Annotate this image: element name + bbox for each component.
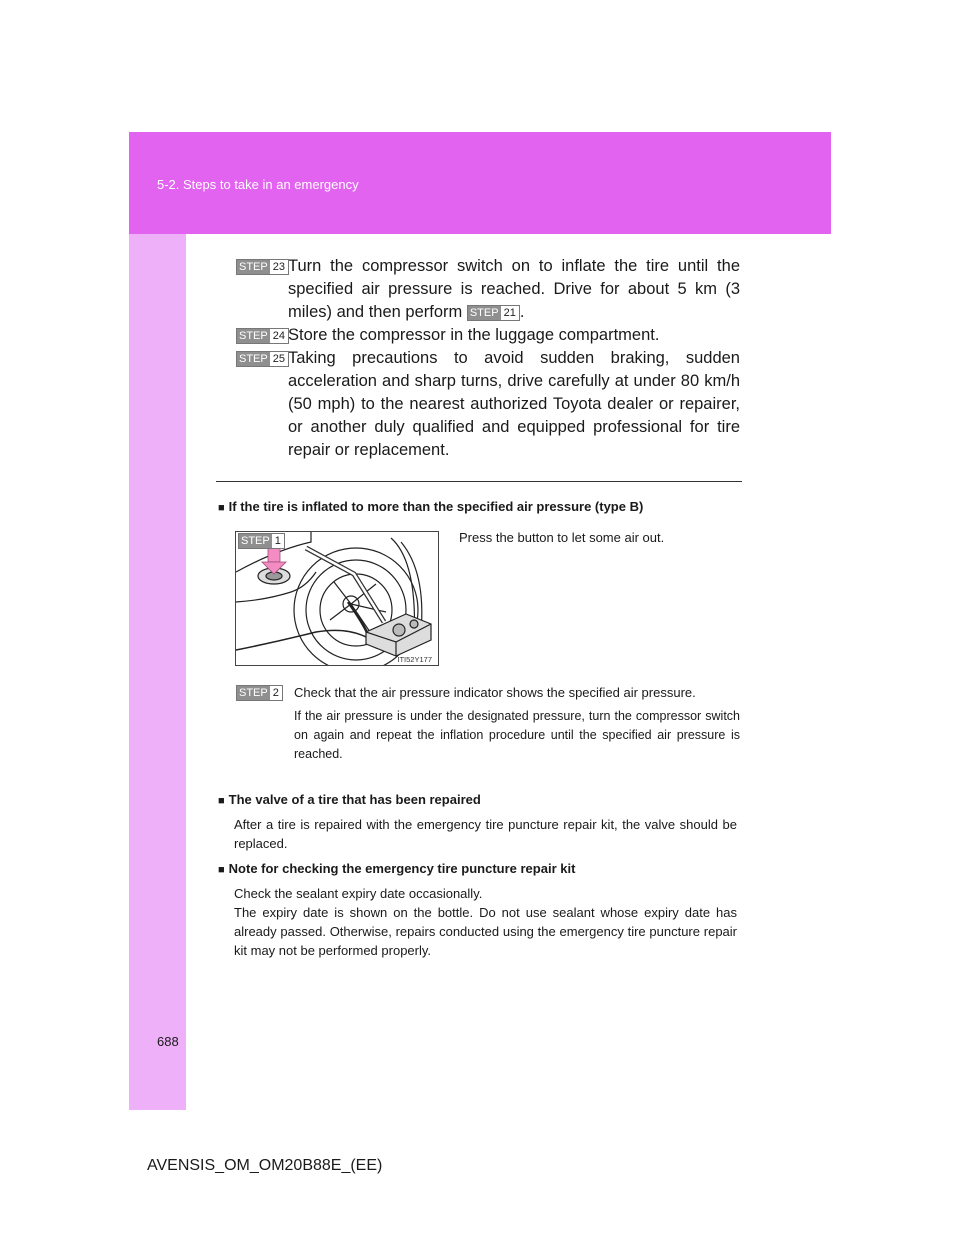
- type-b-step-2: [236, 683, 740, 764]
- square-bullet-icon: ■: [218, 502, 225, 514]
- tire-compressor-drawing: [236, 532, 438, 665]
- step-badge: STEP 23: [236, 259, 289, 275]
- note-body-repair-kit: Check the sealant expiry date occasionally. The expiry date is shown on the bottle. Do not use sealant whose expiry date has already passed. Otherwise, repairs conducted using the emergency tire puncture repair kit may not be performed properly.: [234, 886, 737, 958]
- document-code: AVENSIS_OM_OM20B88E_(EE): [147, 1157, 383, 1174]
- note-heading-valve: ■ The valve of a tire that has been repaired: [218, 792, 481, 807]
- compressor-illustration: [235, 531, 439, 666]
- step-23: STEP 23 Turn the compressor switch on to inflate the tire until the specified air pressure is reached. Drive for about 5 km (3 miles) and then perform STEP 21 .: [236, 255, 740, 324]
- step-badge: STEP 25: [236, 351, 289, 367]
- step2-subtext: If the air pressure is under the designated pressure, turn the compressor switch on again and repeat the inflation procedure until the specified air pressure is reached.: [294, 709, 740, 761]
- step1-text: Press the button to let some air out.: [459, 530, 665, 545]
- section-divider: [216, 481, 742, 482]
- square-bullet-icon: ■: [218, 864, 225, 876]
- note-body-valve: After a tire is repaired with the emergency tire puncture repair kit, the valve should be replaced.: [234, 817, 737, 851]
- note-heading-repair-kit: ■ Note for checking the emergency tire puncture repair kit: [218, 861, 576, 876]
- square-bullet-icon: ■: [218, 795, 225, 807]
- section-title: 5-2. Steps to take in an emergency: [157, 177, 359, 192]
- note-heading-type-b: ■ If the tire is inflated to more than the specified air pressure (type B): [218, 499, 644, 514]
- step-text: Taking precautions to avoid sudden braking, sudden acceleration and sharp turns, drive carefully at under 80 km/h (50 mph) to the nearest authorized Toyota dealer or repairer, or another duly qualified and equipped professional for tire repair or replacement.: [288, 349, 740, 459]
- step-badge: STEP 24: [236, 328, 289, 344]
- page-sidebar: [129, 132, 186, 1110]
- step-text: Store the compressor in the luggage compartment.: [288, 326, 660, 344]
- step-badge: STEP 2: [236, 685, 283, 701]
- step-24: [236, 324, 740, 347]
- step2-text: Check that the air pressure indicator shows the specified air pressure.: [294, 685, 696, 700]
- page-number: 688: [157, 1034, 179, 1049]
- illustration-step-badge: STEP 1: [238, 533, 285, 549]
- step-text: Turn the compressor switch on to inflate the tire until the specified air pressure is reached. Drive for about 5 km (3 miles) and then perform: [288, 257, 740, 321]
- illustration-code: ITI52Y177: [397, 655, 432, 664]
- step-ref-badge: STEP 21: [467, 305, 520, 321]
- step-25: [236, 347, 740, 462]
